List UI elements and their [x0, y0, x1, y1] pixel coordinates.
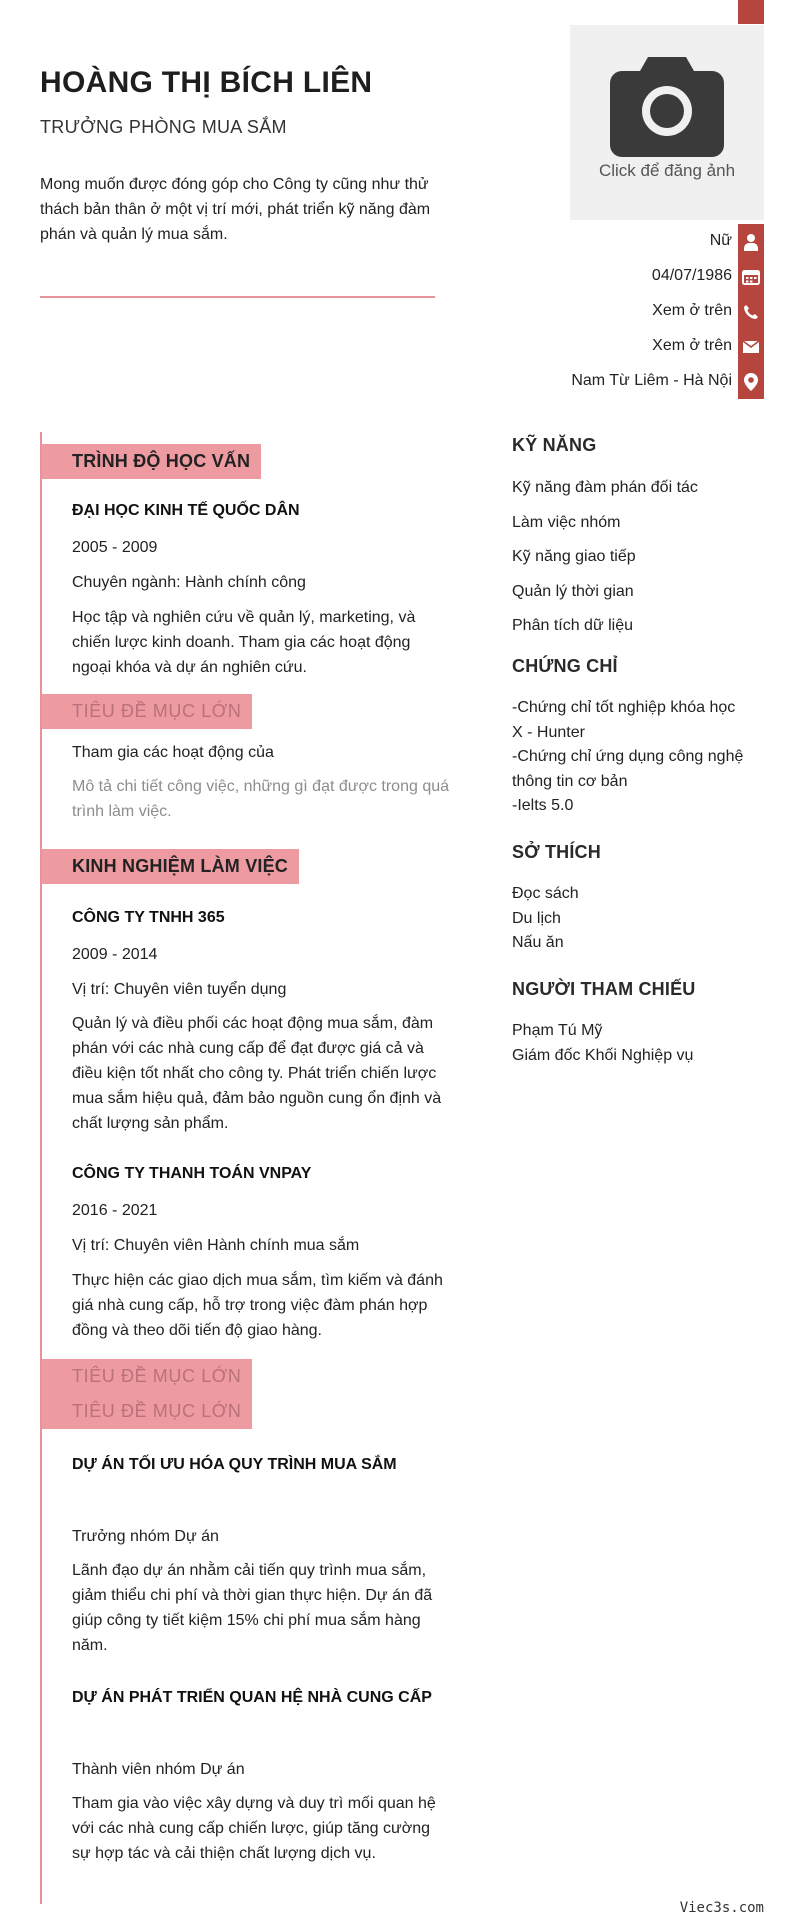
email-value[interactable]: Xem ở trên — [652, 337, 732, 354]
project-description[interactable]: Lãnh đạo dự án nhằm cải tiến quy trình mua sắm, giảm thiểu chi phí và thời gian thực hiện. Dự án đã giúp công ty tiết kiệm 15% chi phí mua sắm hàng năm. — [72, 1562, 433, 1654]
placeholder-section-heading[interactable]: TIÊU ĐỀ MỤC LỚN — [42, 694, 252, 729]
photo-upload-label: Click để đăng ảnh — [598, 161, 736, 180]
skill-item[interactable]: Phân tích dữ liệu — [512, 617, 634, 634]
experience-heading[interactable]: KINH NGHIỆM LÀM VIỆC — [42, 849, 299, 884]
education-description[interactable]: Học tập và nghiên cứu về quản lý, marketing, và chiến lược kinh doanh. Tham gia các hoạt động ngoại khóa và dự án nghiên cứu. — [72, 609, 416, 676]
skill-item[interactable]: Quản lý thời gian — [512, 582, 634, 600]
job-description[interactable]: Quản lý và điều phối các hoạt động mua sắm, đàm phán với các nhà cung cấp để đạt được giá cả và điều kiện tốt nhất cho công ty. Phát triển chiến lược mua sắm hiệu quả, đảm bảo nguồn cung ổn định và chất lượng sản phẩm. — [72, 1015, 442, 1132]
references-heading[interactable]: NGƯỜI THAM CHIẾU — [512, 979, 696, 999]
hobbies-list — [512, 882, 579, 956]
mail-icon — [738, 329, 764, 364]
placeholder-section-line[interactable]: Tham gia các hoạt động của — [72, 744, 274, 761]
location-icon — [738, 364, 764, 399]
education-years[interactable]: 2005 - 2009 — [72, 539, 158, 556]
gender-value[interactable]: Nữ — [709, 232, 732, 249]
job-title[interactable]: TRƯỞNG PHÒNG MUA SẮM — [40, 117, 287, 137]
skill-item[interactable]: Kỹ năng đàm phán đối tác — [512, 479, 698, 496]
hobby-item[interactable]: Du lịch — [512, 909, 561, 927]
education-major[interactable]: Chuyên ngành: Hành chính công — [72, 574, 306, 591]
candidate-name[interactable]: HOÀNG THỊ BÍCH LIÊN — [40, 66, 373, 99]
calendar-icon — [738, 259, 764, 294]
phone-icon — [738, 294, 764, 329]
job-description[interactable]: Thực hiện các giao dịch mua sắm, tìm kiếm và đánh giá nhà cung cấp, hỗ trợ trong việc đàm phán hợp đồng và theo dõi tiến độ giao hàng. — [72, 1272, 443, 1339]
left-column-rule — [40, 432, 42, 1904]
certificate-line[interactable]: -Ielts 5.0 — [512, 797, 574, 814]
photo-upload[interactable] — [570, 25, 764, 220]
contact-gender — [500, 224, 764, 259]
contact-info — [500, 224, 764, 399]
education-school[interactable]: ĐẠI HỌC KINH TẾ QUỐC DÂN — [72, 502, 300, 519]
skills-heading[interactable]: KỸ NĂNG — [512, 435, 597, 455]
job-role[interactable]: Vị trí: Chuyên viên tuyển dụng — [72, 981, 287, 998]
reference-name[interactable]: Phạm Tú Mỹ — [512, 1022, 603, 1039]
certificate-line[interactable]: thông tin cơ bản — [512, 772, 628, 790]
skills-list — [512, 475, 698, 648]
certificate-line[interactable]: -Chứng chỉ tốt nghiệp khóa học — [512, 699, 736, 716]
job-company[interactable]: CÔNG TY THANH TOÁN VNPAY — [72, 1165, 312, 1182]
placeholder-section-description[interactable]: Mô tả chi tiết công việc, những gì đạt được trong quá trình làm việc. — [72, 778, 450, 820]
hobby-item[interactable]: Nấu ăn — [512, 934, 564, 951]
skill-item[interactable]: Làm việc nhóm — [512, 513, 621, 531]
project-description[interactable]: Tham gia vào việc xây dựng và duy trì mối quan hệ với các nhà cung cấp chiến lược, giúp tăng cường sự hợp tác và cải thiện chất lượng dịch vụ. — [72, 1795, 436, 1862]
hobbies-heading[interactable]: SỞ THÍCH — [512, 842, 601, 862]
reference-title[interactable]: Giám đốc Khối Nghiệp vụ — [512, 1046, 694, 1064]
certificates-heading[interactable]: CHỨNG CHỈ — [512, 656, 618, 676]
project-role[interactable]: Trưởng nhóm Dự án — [72, 1528, 219, 1545]
skill-item[interactable]: Kỹ năng giao tiếp — [512, 548, 636, 565]
project-role[interactable]: Thành viên nhóm Dự án — [72, 1761, 245, 1778]
placeholder-heading[interactable]: TIÊU ĐỀ MỤC LỚN — [72, 1366, 242, 1386]
camera-icon — [610, 53, 724, 157]
job-role[interactable]: Vị trí: Chuyên viên Hành chính mua sắm — [72, 1237, 360, 1254]
person-icon — [738, 224, 764, 259]
references-list — [512, 1019, 693, 1068]
job-years[interactable]: 2009 - 2014 — [72, 946, 158, 963]
job-years[interactable]: 2016 - 2021 — [72, 1202, 158, 1219]
watermark: Viec3s.com — [679, 1900, 764, 1916]
career-objective[interactable]: Mong muốn được đóng góp cho Công ty cũng như thử thách bản thân ở một vị trí mới, phát triển kỹ năng đàm phán và quản lý mua sắm. — [40, 176, 431, 243]
contact-phone — [500, 294, 764, 329]
phone-value[interactable]: Xem ở trên — [652, 302, 732, 319]
placeholder-headings-block — [42, 1359, 252, 1429]
contact-birthday — [500, 259, 764, 294]
job-company[interactable]: CÔNG TY TNHH 365 — [72, 909, 225, 926]
top-accent-bar — [738, 0, 764, 24]
education-heading[interactable]: TRÌNH ĐỘ HỌC VẤN — [42, 444, 261, 479]
header-divider — [40, 296, 435, 298]
contact-email — [500, 329, 764, 364]
certificate-line[interactable]: X - Hunter — [512, 723, 585, 741]
birthday-value[interactable]: 04/07/1986 — [651, 267, 732, 284]
placeholder-heading[interactable]: TIÊU ĐỀ MỤC LỚN — [72, 1401, 242, 1421]
address-value[interactable]: Nam Từ Liêm - Hà Nội — [571, 372, 732, 389]
project-title[interactable]: DỰ ÁN TỐI ƯU HÓA QUY TRÌNH MUA SẮM — [72, 1456, 397, 1473]
contact-address — [500, 364, 764, 399]
certificates-list — [512, 696, 743, 819]
certificate-line[interactable]: -Chứng chỉ ứng dụng công nghệ — [512, 748, 744, 765]
project-title[interactable]: DỰ ÁN PHÁT TRIỂN QUAN HỆ NHÀ CUNG CẤP — [72, 1689, 432, 1706]
hobby-item[interactable]: Đọc sách — [512, 885, 579, 902]
